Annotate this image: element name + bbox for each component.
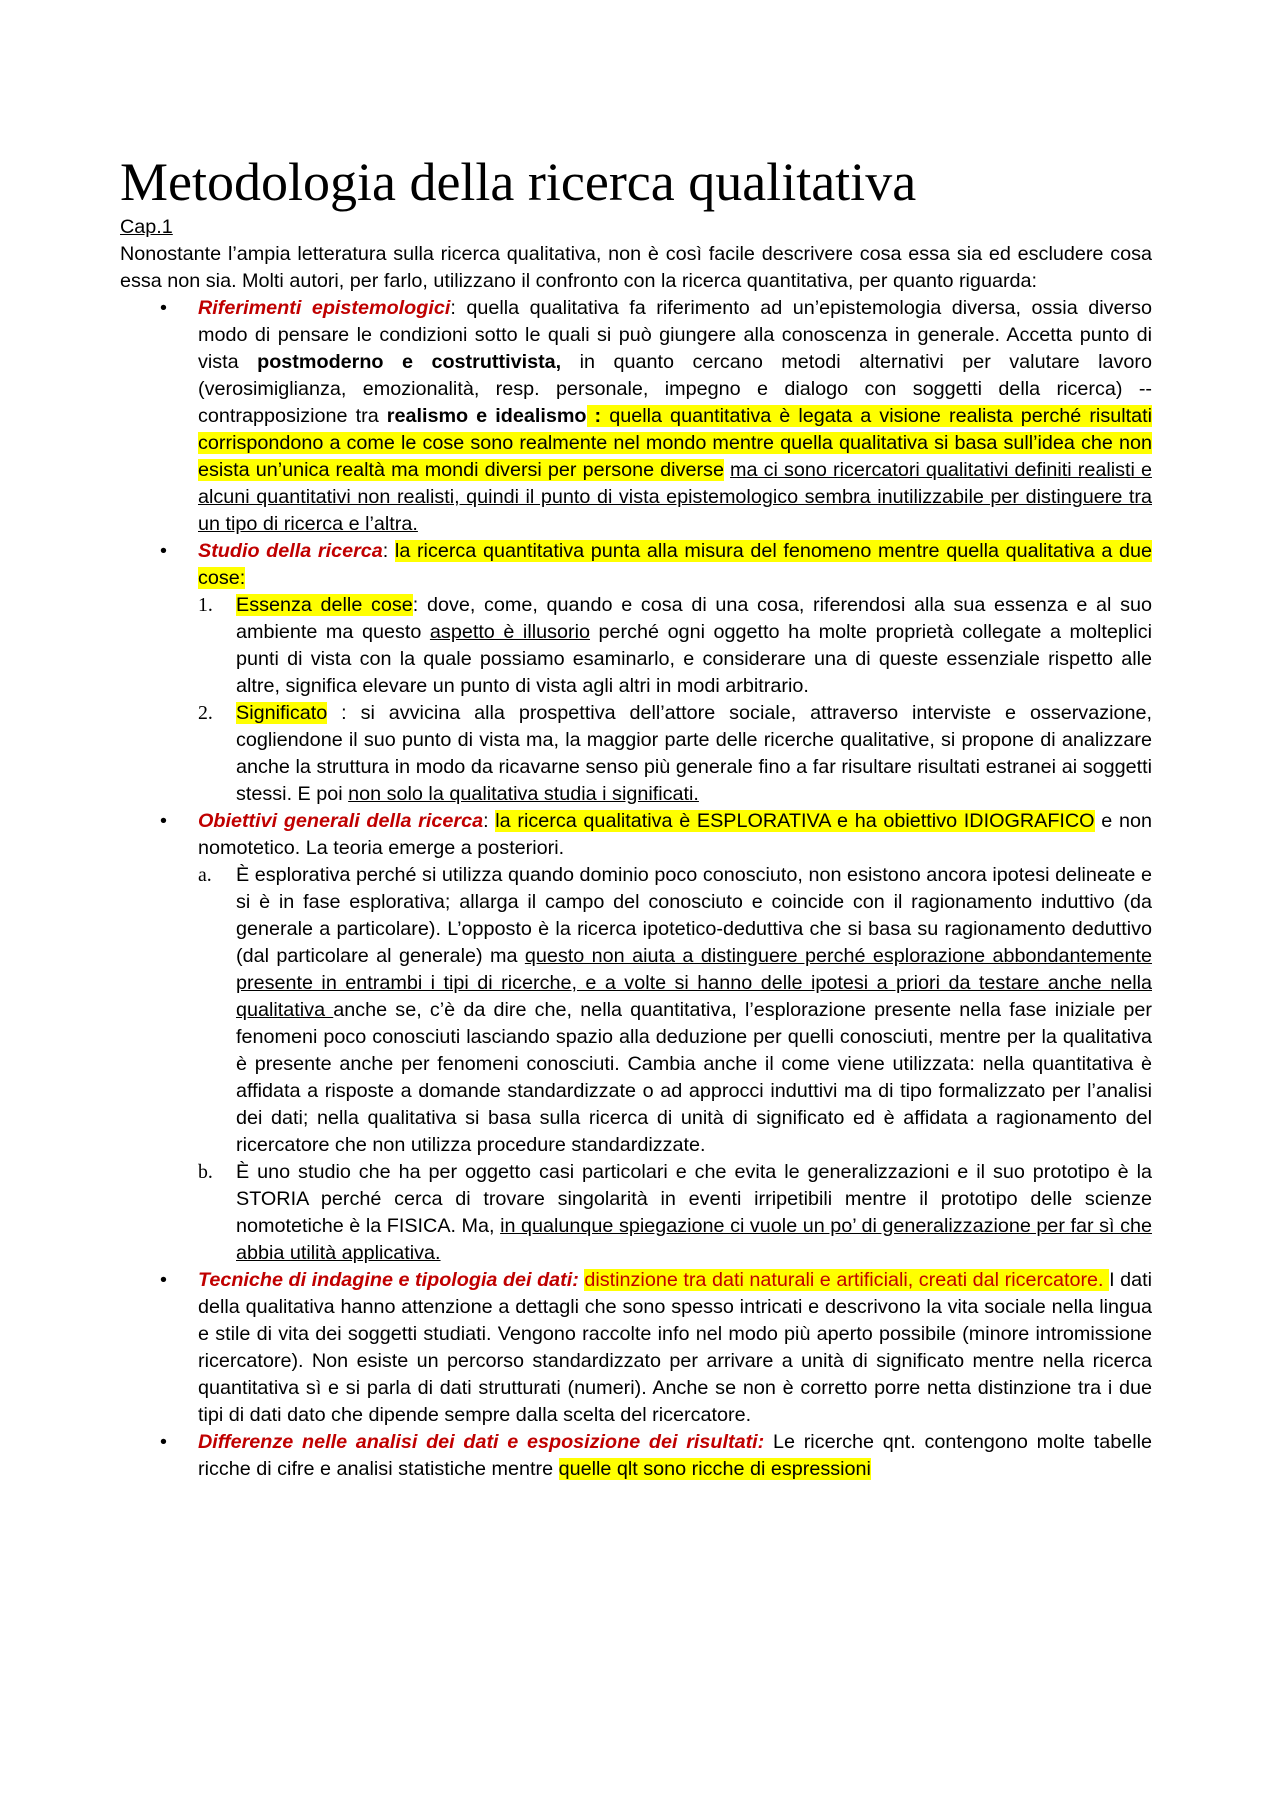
highlight-run: quella quantitativa è legata a visione realista perché risultati corrispondono a come le cose sono realmente nel mondo mentre quella qualitativa si basa sull’idea che non esista un’unica realtà ma mondi diversi per persone diverse: [198, 405, 1153, 481]
text-run: È uno studio che ha per oggetto casi particolari e che evita le generalizzazioni e il suo prototipo è la STORIA perché cerca di trovare singolarità in eventi irripetibili mentre il prototipo delle scienze nomotetiche è la FISICA. Ma,: [236, 1161, 1152, 1237]
item-number: 2.: [198, 702, 213, 724]
highlight-run: distinzione tra dati naturali e artificiali, creati dal ricercatore.: [584, 1269, 1110, 1291]
item-body: [236, 592, 1152, 700]
bullet-marker: •: [160, 297, 167, 319]
text-run: È esplorativa perché si utilizza quando dominio poco conosciuto, non esistono ancora ipotesi delineate e si è in fase esplorativa; allarga il campo del conosciuto e coincide con il ragionamento induttivo (da generale a particolare). L’opposto è la ricerca ipotetico-deduttiva che si basa su ragionamento deduttivo (dal particolare al generale) ma: [236, 864, 1152, 967]
document-page: [120, 150, 1152, 1483]
item-letter: a.: [198, 864, 212, 886]
bullet-research-study: [120, 538, 1152, 592]
text-run: I dati della qualitativa hanno attenzione a dettagli che sono spesso intricati e descrivono la vita sociale nella lingua e stile di vita dei soggetti studiati. Vengono raccolte info nel modo più aperto possibile (minore intromissione ricercatore). Non esiste un percorso standardizzato per arrivare a unità di significato mentre nella ricerca quantitativa sì e si parla di dati strutturati (numeri). Anche se non è corretto porre netta distinzione tra i due tipi di dati dato che dipende sempre dalla scelta del ricercatore.: [198, 1269, 1152, 1426]
underline-run: aspetto è illusorio: [429, 621, 590, 643]
text-run: : dove, come, quando e cosa di una cosa, riferendosi alla sua essenza e al suo ambiente ma questo: [236, 594, 1152, 643]
item-body: [236, 700, 1152, 808]
text-run: : si avvicina alla prospettiva dell’attore sociale, attraverso interviste e osservazione, cogliendone il suo punto di vista ma, la maggior parte delle ricerche qualitative, si propone di analizzare anche la struttura in modo da ricavarne senso più generale fino a far risultare risultati estranei ai soggetti stessi. E poi: [236, 702, 1152, 805]
lettered-item: [120, 862, 1152, 1159]
numbered-item: [120, 700, 1152, 808]
underline-run: questo non aiuta a distinguere perché esplorazione abbondantemente presente in entrambi i tipi di ricerche, e a volte si hanno delle ipotesi a priori da testare anche nella qualitativa: [236, 945, 1152, 1021]
text-run: : quella qualitativa fa riferimento ad un’epistemologia diversa, ossia diverso modo di pensare le condizioni sotto le quali si può giungere alla conoscenza in generale. Accetta punto di vista: [198, 297, 1152, 373]
bullet-marker: •: [160, 810, 167, 832]
term-label: Riferimenti epistemologici: [198, 297, 451, 319]
text-run: e non nomotetico. La teoria emerge a posteriori.: [198, 810, 1152, 859]
bullet-analysis-differences: [120, 1429, 1152, 1483]
item-body: [236, 1159, 1152, 1267]
bullet-epistemological-references: [120, 295, 1152, 538]
bullet-body: [198, 538, 1152, 592]
lettered-item: [120, 1159, 1152, 1267]
text-run: in quanto cercano metodi alternativi per valutare lavoro (verosimiglianza, emozionalità, resp. personale, impegno e dialogo con soggetti della ricerca) -- contrapposizione tra: [198, 351, 1152, 427]
item-body: [236, 862, 1152, 1159]
term-label: Tecniche di indagine e tipologia dei dati:: [198, 1269, 579, 1291]
bullet-body: [198, 1429, 1152, 1483]
bullet-marker: •: [160, 540, 167, 562]
term-label: Obiettivi generali della ricerca: [198, 810, 484, 832]
bullet-general-objectives: [120, 808, 1152, 862]
highlight-run: :: [586, 405, 602, 427]
bullet-body: [198, 808, 1152, 862]
text-run: :: [483, 810, 496, 832]
highlight-run: Significato: [236, 702, 328, 724]
bullet-survey-techniques: [120, 1267, 1152, 1429]
bold-run: realismo e idealismo: [386, 405, 587, 427]
highlight-run: quelle qlt sono ricche di espressioni: [558, 1458, 871, 1480]
bullet-body: [198, 1267, 1152, 1429]
highlight-run: la ricerca quantitativa punta alla misura del fenomeno mentre quella qualitativa a due cose:: [198, 540, 1152, 589]
bullet-marker: •: [160, 1269, 167, 1291]
highlight-run: la ricerca qualitativa è ESPLORATIVA e ha obiettivo IDIOGRAFICO: [495, 810, 1095, 832]
term-label: Differenze nelle analisi dei dati e esposizione dei risultati:: [198, 1431, 765, 1453]
chapter-label: Cap.1: [120, 216, 173, 238]
underline-run: in qualunque spiegazione ci vuole un po’ di generalizzazione per far sì che abbia utilità applicativa.: [236, 1215, 1152, 1264]
text-run: :: [382, 540, 395, 562]
bullet-marker: •: [160, 1431, 167, 1453]
underline-run: ma ci sono ricercatori qualitativi definiti realisti e alcuni quantitativi non realisti, quindi il punto di vista epistemologico sembra inutilizzabile per distinguere tra un tipo di ricerca e l’altra.: [198, 459, 1152, 535]
text-run: anche se, c’è da dire che, nella quantitativa, l’esplorazione presente nella fase iniziale per fenomeni poco conosciuti lasciando spazio alla deduzione per quelli conosciuti, mentre per la qualitativa è presente anche per fenomeni conosciuti. Cambia anche il come viene utilizzata: nella quantitativa è affidata a risposte a domande standardizzate o ad approcci induttivi ma di tipo formalizzato per l’analisi dei dati; nella qualitativa si basa sulla ricerca di unità di significato ed è affidata a ragionamento del ricercatore che non utilizza procedure standardizzate.: [236, 999, 1152, 1156]
text-run: Le ricerche qnt. contengono molte tabelle ricche di cifre e analisi statistiche mentre: [198, 1431, 1152, 1480]
item-number: 1.: [198, 594, 213, 616]
highlight-run: Essenza delle cose: [236, 594, 413, 616]
item-letter: b.: [198, 1161, 213, 1183]
term-label: Studio della ricerca: [198, 540, 383, 562]
document-title: Metodologia della ricerca qualitativa: [120, 152, 917, 212]
underline-run: non solo la qualitativa studia i significati.: [348, 783, 699, 805]
bold-run: postmoderno e costruttivista,: [257, 351, 562, 373]
text-run: perché ogni oggetto ha molte proprietà collegate a molteplici punti di vista con la quale possiamo esaminarlo, e considerare una di queste essenziale rispetto alle altre, significa elevare un punto di vista agli altri in modi arbitrario.: [236, 621, 1152, 697]
bullet-body: [198, 295, 1152, 538]
numbered-item: [120, 592, 1152, 700]
intro-paragraph: Nonostante l’ampia letteratura sulla ricerca qualitativa, non è così facile descrivere cosa essa sia ed escludere cosa essa non sia. Molti autori, per farlo, utilizzano il confronto con la ricerca quantitativa, per quanto riguarda:: [120, 243, 1152, 292]
